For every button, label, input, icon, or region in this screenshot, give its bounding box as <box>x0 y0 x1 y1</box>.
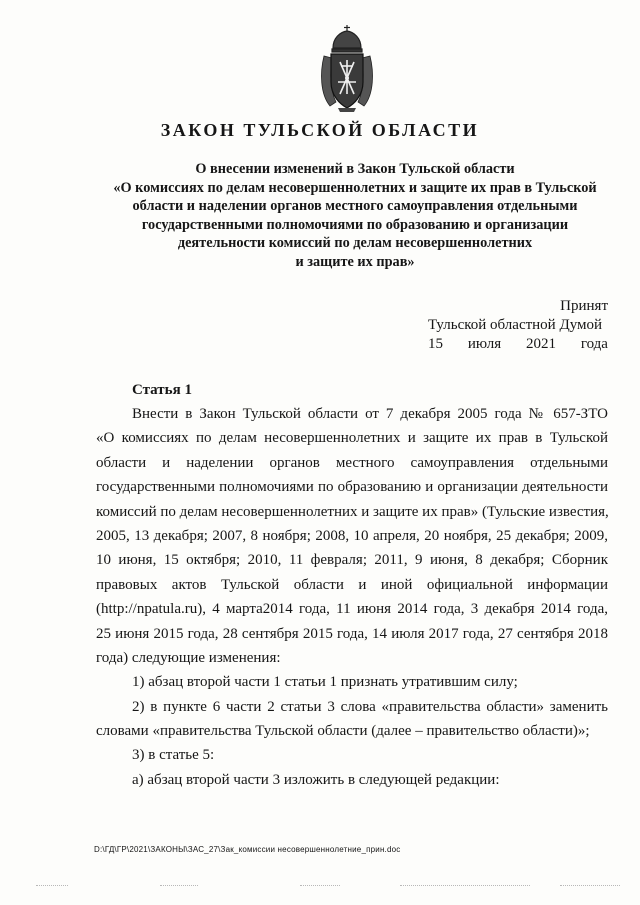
body-line: «О комиссиях по делам несовершеннолетних и защите их прав в Тульской <box>96 430 608 447</box>
article-body <box>96 402 608 792</box>
body-line: области и наделении органов местного самоуправления отдельными <box>96 454 608 471</box>
body-line: Внести в Закон Тульской области от 7 декабря 2005 года № 657-ЗТО <box>132 406 608 422</box>
subtitle-line: «О комиссиях по делам несовершеннолетних и защите их прав в Тульской <box>113 179 597 196</box>
adopted-year-word: года <box>580 336 608 352</box>
adopted-year: 2021 <box>525 336 556 352</box>
scan-artifact <box>400 885 530 887</box>
subtitle-line: О внесении изменений в Закон Тульской области <box>195 161 515 177</box>
body-line: 1) абзац второй части 1 статьи 1 признать утратившим силу; <box>132 674 518 691</box>
article-heading: Статья 1 <box>132 382 192 398</box>
body-line: государственными полномочиями по образованию и организации деятельности <box>96 479 608 496</box>
scan-artifact <box>160 885 198 887</box>
scan-artifact <box>560 885 620 887</box>
adopted-month: июля <box>467 336 502 352</box>
body-line: словами «правительства Тульской области (далее – правительство области)»; <box>96 723 590 740</box>
adoption-block <box>428 297 608 354</box>
body-line: 3) в статье 5: <box>132 747 215 764</box>
law-title: ЗАКОН ТУЛЬСКОЙ ОБЛАСТИ <box>160 120 480 140</box>
subtitle-line: и защите их прав» <box>295 253 415 270</box>
body-line: 10 июня, 15 октября; 2010, 11 февраля; 2011, 9 июня, 8 декабря; Сборник <box>96 552 608 569</box>
body-line: комиссий по делам несовершеннолетних и защите их прав» (Тульские известия, <box>96 503 609 520</box>
body-line: 2005, 13 декабря; 2007, 8 ноября; 2008, 10 апреля, 20 ноября, 25 декабря; 2009, <box>96 527 608 544</box>
law-subtitle <box>80 160 630 271</box>
subtitle-line: области и наделении органов местного самоуправления отдельными <box>132 198 578 214</box>
body-line: 25 июня 2015 года, 28 сентября 2015 года, 14 июля 2017 года, 27 сентября 2018 <box>96 625 608 642</box>
body-line: (http://npatula.ru), 4 марта2014 года, 11 июня 2014 года, 3 декабря 2014 года, <box>96 601 608 618</box>
adopted-day: 15 <box>428 336 443 352</box>
adopted-date <box>428 335 608 354</box>
coat-of-arms-tula-emblem <box>316 22 378 114</box>
body-line: 2) в пункте 6 части 2 статьи 3 слова «правительства области» заменить <box>132 698 608 715</box>
subtitle-line: государственными полномочиями по образованию и организации <box>141 216 569 233</box>
file-path-footer: D:\ГД\ГР\2021\ЗАКОНЫ\ЗАС_27\Зак_комиссии несовершеннолетние_прин.doc <box>94 845 401 854</box>
body-line: правовых актов Тульской области и иной официальной информации <box>96 576 608 593</box>
scan-artifact <box>300 885 340 887</box>
body-line: а) абзац второй части 3 изложить в следующей редакции: <box>132 771 500 788</box>
scan-artifact <box>36 885 68 887</box>
adopted-label: Принят <box>560 298 608 314</box>
adopted-by: Тульской областной Думой <box>428 317 603 333</box>
subtitle-line: деятельности комиссий по делам несовершеннолетних <box>177 235 533 251</box>
body-line: года) следующие изменения: <box>96 649 281 666</box>
